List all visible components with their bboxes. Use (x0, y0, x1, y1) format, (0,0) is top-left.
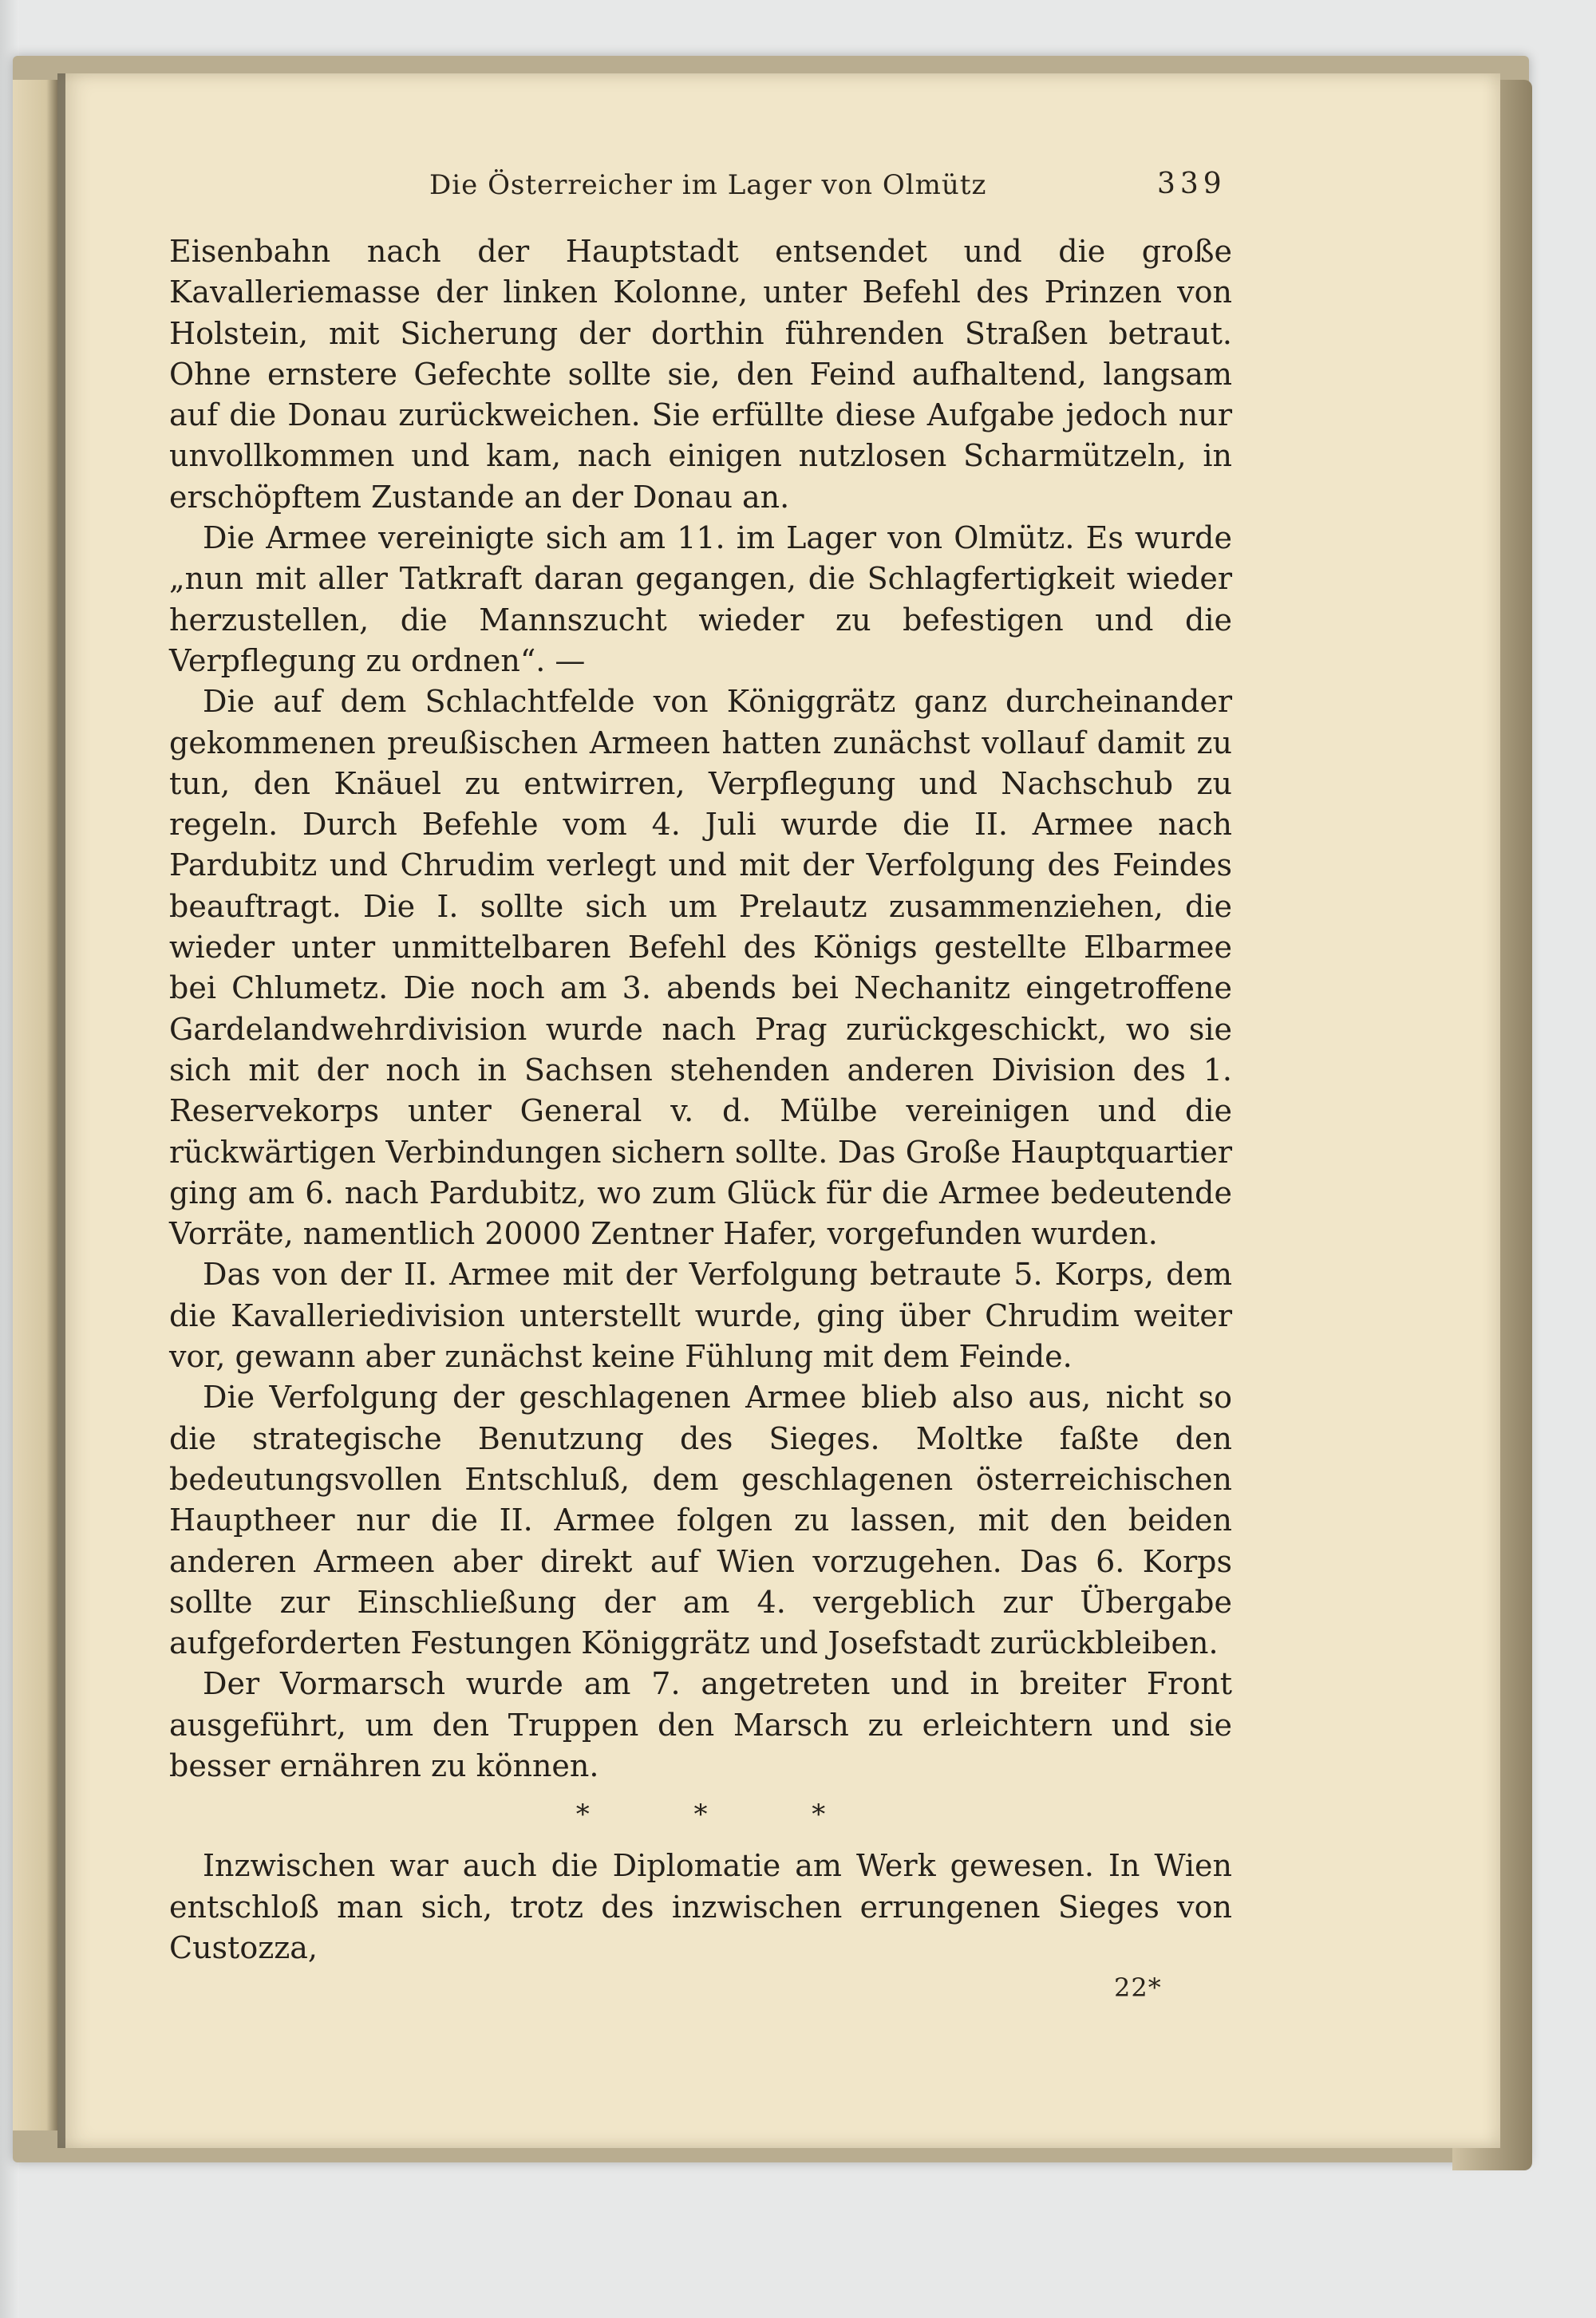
page-number: 339 (1157, 168, 1227, 200)
signature-mark: 22* (1114, 1972, 1162, 2003)
paragraph: Eisenbahn nach der Hauptstadt entsendet und die große Kavalleriemasse der linken Kolonne, unter Befehl des Prinzen von Holstein, mit Sicherung der dorthin führenden Straßen betraut. Ohne ernstere Gefechte sollte sie, den Feind aufhaltend, langsam auf die Donau zurückweichen. Sie erfüllte diese Aufgabe jedoch nur unvollkommen und kam, nach einigen nutzlosen Scharmützeln, in erschöpftem Zustande an der Donau an. (169, 234, 1232, 515)
book-gutter (57, 73, 65, 2148)
section-separator: * * * (575, 1799, 874, 1831)
paragraph: Der Vormarsch wurde am 7. angetreten und in breiter Front ausgeführt, um den Truppen den Marsch zu erleichtern und sie besser ernähren zu können. (169, 1666, 1232, 1783)
paragraph: Inzwischen war auch die Diplomatie am Werk gewesen. In Wien entschloß man sich, trotz des inzwischen errungenen Sieges von Custozza, (169, 1848, 1232, 1965)
paragraph: Die Verfolgung der geschlagenen Armee blieb also aus, nicht so die strategische Benutzung des Sieges. Moltke faßte den bedeutungsvollen Entschluß, dem geschlagenen österreichischen Hauptheer nur die II. Armee folgen zu lassen, mit den beiden anderen Armeen aber direkt auf Wien vorzugehen. Das 6. Korps sollte zur Einschließung der am 4. vergeblich zur Übergabe aufgeforderten Festungen Königgrätz und Josefstadt zurückbleiben. (169, 1380, 1232, 1661)
running-title: Die Österreicher im Lager von Olmütz (429, 169, 987, 201)
paragraph: Die auf dem Schlachtfelde von Königgrätz ganz durcheinander gekommenen preußischen Armeen hatten zunächst vollauf damit zu tun, den Knäuel zu entwirren, Verpflegung und Nachschub zu regeln. Durch Befehle vom 4. Juli wurde die II. Armee nach Pardubitz und Chrudim verlegt und mit der Verfolgung des Feindes beauftragt. Die I. sollte sich um Prelautz zusammenziehen, die wieder unter unmittelbaren Befehl des Königs gestellte Elbarmee bei Chlumetz. Die noch am 3. abends bei Nechanitz eingetroffene Gardelandwehrdivision wurde nach Prag zurückgeschickt, wo sie sich mit der noch in Sachsen stehenden anderen Division des 1. Reservekorps unter General v. d. Mülbe vereinigen und die rückwärtigen Verbindungen sichern sollte. Das Große Hauptquartier ging am 6. nach Pardubitz, wo zum Glück für die Armee bedeutende Vorräte, namentlich 20000 Zentner Hafer, vorgefunden wurden. (169, 684, 1232, 1252)
body-text (169, 231, 1232, 1969)
paragraph: Das von der II. Armee mit der Verfolgung betraute 5. Korps, dem die Kavalleriedivision unterstellt wurde, ging über Chrudim weiter vor, gewann aber zunächst keine Fühlung mit dem Feinde. (169, 1257, 1232, 1375)
left-page-edge (13, 80, 61, 2130)
paragraph: Die Armee vereinigte sich am 11. im Lager von Olmütz. Es wurde „nun mit aller Tatkraft daran gegangen, die Schlagfertigkeit wieder herzustellen, die Mannszucht wieder zu befestigen und die Verpflegung zu ordnen“. — (169, 520, 1232, 678)
